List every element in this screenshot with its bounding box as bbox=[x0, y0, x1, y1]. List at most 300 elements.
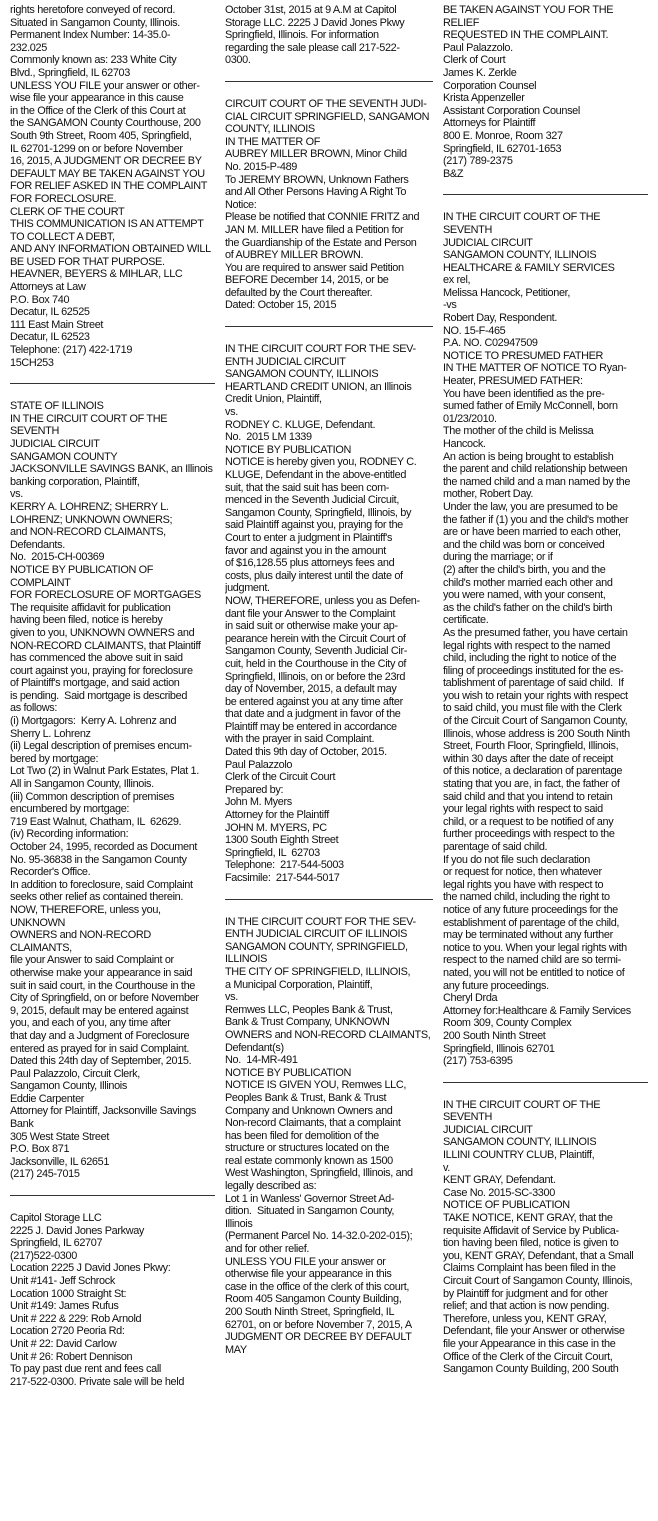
notice-line: (217) 789-2375 bbox=[443, 155, 513, 168]
notice-line: cuit, held in the Courthouse in the City of bbox=[225, 657, 407, 670]
notice-line: The mother of the child is Melissa bbox=[443, 425, 594, 438]
notice-line: JUDICIAL CIRCUIT bbox=[10, 438, 100, 450]
notice-line: Remwes LLC, Peoples Bank & Trust, bbox=[225, 1003, 393, 1016]
notice-line: and All Other Persons Having A Right To bbox=[225, 186, 407, 199]
notice-line: judgment. bbox=[225, 582, 270, 595]
notice-line: wise file your appearance in this cause bbox=[10, 92, 184, 105]
notice-line: bered by mortgage: bbox=[10, 752, 99, 765]
notice-line: You have been identified as the pre- bbox=[443, 387, 605, 400]
notice-line: the parent and child relationship between bbox=[443, 463, 628, 476]
notice-line: suit in said court, in the Courthouse in the bbox=[10, 979, 195, 992]
notice-line: HEAVNER, BEYERS & MIHLAR, LLC bbox=[10, 268, 183, 281]
notice-line: stating that you are, in fact, the father of bbox=[443, 778, 620, 791]
notice-line: of $16,128.55 plus attorneys fees and bbox=[225, 557, 395, 570]
notice-line: Capitol Storage LLC bbox=[10, 1212, 102, 1225]
notice-line: further proceedings with respect to the bbox=[443, 828, 615, 841]
notice-line: given to you, UNKNOWN OWNERS and bbox=[10, 626, 195, 639]
notice-line: If you do not file such declaration bbox=[443, 853, 590, 866]
notice-line: Defendant(s) bbox=[225, 1041, 284, 1054]
notice-line: are or have been married to each other, bbox=[443, 526, 621, 539]
notice-line: Location 2225 J David Jones Pkwy: bbox=[10, 1262, 171, 1275]
notice-line: NOTICE TO PRESUMED FATHER bbox=[443, 349, 604, 362]
notice-line: FOR FORECLOSURE OF MORTGAGES bbox=[10, 589, 201, 602]
notice-line: vs. bbox=[225, 991, 238, 1004]
notice-line: Therefore, unless you, KENT GRAY, bbox=[443, 1312, 607, 1325]
notice-line: rights heretofore conveyed of record. bbox=[10, 4, 176, 16]
notice-line: has been filed for demolition of the bbox=[225, 1129, 379, 1142]
notice-line: (217) 753-6395 bbox=[443, 1055, 513, 1068]
notice-line: NON-RECORD CLAIMANTS, that Plaintiff bbox=[10, 639, 201, 652]
notice-line: LOHRENZ; UNKNOWN OWNERS; bbox=[10, 513, 173, 526]
notice-line: No. 14-MR-491 bbox=[225, 1054, 298, 1067]
notice-line: is pending. Said mortgage is described bbox=[10, 689, 188, 702]
notice-line: JOHN M. MYERS, PC bbox=[225, 821, 327, 834]
notice-line: NOW, THEREFORE, unless you, UNKNOWN bbox=[10, 903, 164, 929]
notice-line: COUNTY, ILLINOIS bbox=[225, 123, 315, 136]
notice-line: Attorney for Plaintiff, Jacksonville Savings bbox=[10, 1105, 196, 1118]
notice-line: Dated this 24th day of September, 2015. bbox=[10, 1055, 192, 1068]
notice-line: South 9th Street, Room 405, Springfield, bbox=[10, 129, 192, 142]
notice-line: real estate commonly known as 1500 bbox=[225, 1154, 393, 1167]
notice-line: day of November, 2015, a default may bbox=[225, 683, 397, 696]
notice-line: having been filed, notice is hereby bbox=[10, 614, 163, 627]
notice-line: 111 East Main Street bbox=[10, 318, 104, 331]
notice-line: Attorney for:Healthcare & Family Services bbox=[443, 1004, 631, 1017]
notice-line: Illinois, whose address is 200 South Ninth bbox=[443, 727, 630, 740]
notice-line: You are required to answer said Petition bbox=[225, 261, 404, 274]
notice-line: CIRCUIT COURT OF THE SEVENTH JUDI- bbox=[225, 97, 427, 110]
notice-line: of the Circuit Court of Sangamon County, bbox=[443, 715, 628, 728]
notice-line: 16, 2015, A JUDGMENT OR DECREE BY bbox=[10, 155, 202, 168]
notice-line: by Plaintiff for judgment and for other bbox=[443, 1287, 608, 1300]
notice-line: Eddie Carpenter bbox=[10, 1092, 85, 1105]
notice-line: of AUBREY MILLER BROWN. bbox=[225, 249, 364, 262]
notice-line: ex rel, bbox=[443, 274, 471, 287]
notice-line: Decatur, IL 62525 bbox=[10, 306, 90, 319]
notice-line: NOTICE BY PUBLICATION bbox=[225, 443, 351, 456]
notice-line: in said suit or otherwise make your ap- bbox=[225, 620, 398, 633]
notice-line: Bank bbox=[10, 1118, 34, 1131]
notice-line: and NON-RECORD CLAIMANTS, bbox=[10, 526, 166, 539]
notice-line: Sangamon County, Illinois bbox=[10, 1080, 127, 1093]
notice-line: encumbered by mortgage: bbox=[10, 803, 130, 816]
notice-line: 15CH253 bbox=[10, 356, 54, 369]
notice-line: Blvd., Springfield, IL 62703 bbox=[10, 66, 130, 79]
legal-notice bbox=[225, 916, 433, 1357]
notice-line: (i) Mortgagors: Kerry A. Lohrenz and bbox=[10, 715, 177, 728]
notice-line: any future proceedings. bbox=[443, 979, 549, 992]
legal-notice bbox=[443, 4, 648, 180]
notice-line: case in the office of the clerk of this court, bbox=[225, 1280, 410, 1293]
notice-line: Lot Two (2) in Walnut Park Estates, Plat 1. bbox=[10, 765, 199, 778]
notice-line: Under the law, you are presumed to be bbox=[443, 500, 618, 513]
notice-divider bbox=[225, 81, 433, 82]
notice-line: Sherry L. Lohrenz bbox=[10, 727, 91, 740]
notice-line: tion having been filed, notice is given to bbox=[443, 1237, 619, 1250]
notice-line: Permanent Index Number: 14-35.0- bbox=[10, 29, 171, 42]
notice-line: IN THE CIRCUIT COURT FOR THE SEV- bbox=[225, 343, 416, 356]
notice-line: 232.025 bbox=[10, 41, 47, 54]
notice-line: CIAL CIRCUIT SPRINGFIELD, SANGAMON bbox=[225, 110, 430, 123]
notice-line: Unit # 222 & 229: Rob Arnold bbox=[10, 1312, 142, 1325]
notice-line: P.A. NO. C02947509 bbox=[443, 337, 538, 350]
notice-line: filing of proceedings instituted for the es- bbox=[443, 664, 624, 677]
notice-line: to said child, you must file with the Clerk bbox=[443, 702, 622, 715]
notice-line: The requisite affidavit for publication bbox=[10, 601, 171, 614]
notice-line: BEFORE December 14, 2015, or be bbox=[225, 274, 389, 287]
notice-line: No. 2015-P-489 bbox=[225, 160, 297, 173]
notice-line: Springfield, IL 62707 bbox=[10, 1237, 103, 1250]
notice-line: IN THE CIRCUIT COURT OF THE SEVENTH bbox=[443, 211, 603, 236]
notice-line: (iii) Common description of premises bbox=[10, 790, 175, 803]
notice-line: sumed father of Emily McConnell, born bbox=[443, 400, 618, 413]
notice-line: otherwise file your appearance in this bbox=[225, 1268, 392, 1281]
notice-line: Plaintiff may be entered in accordance bbox=[225, 720, 397, 733]
notice-line: a Municipal Corporation, Plaintiff, bbox=[225, 978, 373, 991]
notice-line: 719 East Walnut, Chatham, IL 62629. bbox=[10, 815, 182, 828]
notice-line: parentage of said child. bbox=[443, 841, 548, 853]
notice-line: respect to the named child are so termi- bbox=[443, 954, 621, 967]
notice-line: ENTH JUDICIAL CIRCUIT bbox=[225, 355, 346, 368]
column-1 bbox=[10, 4, 215, 1521]
notice-line: banking corporation, Plaintiff, bbox=[10, 475, 140, 488]
notice-line: P.O. Box 740 bbox=[10, 293, 70, 306]
notice-line: Decatur, IL 62523 bbox=[10, 331, 90, 344]
notice-line: as follows: bbox=[10, 702, 57, 715]
notice-line: be entered against you at any time after bbox=[225, 695, 403, 708]
notice-line: that day and a Judgment of Foreclosure bbox=[10, 1029, 190, 1042]
notice-line: 0300. bbox=[225, 54, 251, 67]
notice-line: No. 2015-CH-00369 bbox=[10, 551, 105, 564]
notice-line: STATE OF ILLINOIS bbox=[10, 400, 104, 413]
notice-line: 200 South Ninth Street bbox=[443, 1029, 546, 1042]
notice-line: 2225 J. David Jones Parkway bbox=[10, 1224, 145, 1237]
notice-line: Springfield, Illinois. For information bbox=[225, 29, 379, 42]
notice-line: 800 E. Monroe, Room 327 bbox=[443, 129, 563, 142]
legal-notice bbox=[225, 98, 433, 312]
notice-line: 217-522-0300. Private sale will be held bbox=[10, 1375, 185, 1388]
notice-line: IN THE MATTER OF bbox=[225, 135, 321, 148]
notice-line: the Guardianship of the Estate and Person bbox=[225, 236, 417, 249]
notice-line: OWNERS and NON-RECORD CLAIMANTS, bbox=[225, 1028, 431, 1041]
notice-line: Dated: October 15, 2015 bbox=[225, 299, 337, 312]
notice-line: requisite Affidavit of Service by Publica- bbox=[443, 1224, 619, 1237]
notice-line: Dated this 9th day of October, 2015. bbox=[225, 746, 387, 759]
notice-line: Prepared by: bbox=[225, 783, 284, 796]
notice-line: favor and against you in the amount bbox=[225, 544, 386, 557]
notice-line: SANGAMON COUNTY, SPRINGFIELD, bbox=[225, 940, 408, 953]
notice-line: To pay past due rent and fees call bbox=[10, 1363, 161, 1376]
notice-line: Jacksonville, IL 62651 bbox=[10, 1155, 110, 1168]
notice-line: Peoples Bank & Trust, Bank & Trust bbox=[225, 1091, 387, 1104]
legal-notice bbox=[225, 343, 433, 885]
notice-line: Circuit Court of Sangamon County, Illinois, bbox=[443, 1275, 633, 1287]
notice-line: No. 95-36838 in the Sangamon County bbox=[10, 853, 187, 866]
notice-line: TO COLLECT A DEBT, bbox=[10, 230, 115, 243]
notice-line: the named child and a man named by the bbox=[443, 475, 631, 488]
notice-line: No. 2015 LM 1339 bbox=[225, 431, 312, 444]
notice-line: notice to you. When your legal rights with bbox=[443, 941, 627, 954]
notice-line: NOTICE OF PUBLICATION bbox=[443, 1199, 570, 1212]
notice-line: costs, plus daily interest until the date of bbox=[225, 569, 403, 582]
notice-line: tablishment of parentage of said child. If bbox=[443, 677, 624, 690]
notice-line: dant file your Answer to the Complaint bbox=[225, 607, 396, 620]
notice-line: said Plaintiff against you, praying for the bbox=[225, 519, 403, 532]
notice-line: SANGAMON COUNTY, ILLINOIS bbox=[443, 1136, 597, 1149]
notice-line: with the prayer in said Complaint. bbox=[225, 733, 375, 746]
notice-divider bbox=[225, 326, 433, 327]
notice-line: legally described as: bbox=[225, 1180, 317, 1193]
notice-line: notice of any future proceedings for the bbox=[443, 903, 618, 916]
notice-divider bbox=[443, 1082, 648, 1083]
notice-line: Heater, PRESUMED FATHER: bbox=[443, 375, 583, 388]
notice-line: Defendants. bbox=[10, 538, 65, 551]
notice-line: P.O. Box 871 bbox=[10, 1143, 70, 1156]
notice-line: entered as prayed for in said Complaint. bbox=[10, 1042, 190, 1055]
notice-line: ILLINOIS bbox=[225, 953, 267, 966]
notice-line: relief; and that action is now pending. bbox=[443, 1300, 610, 1313]
notice-line: Corporation Counsel bbox=[443, 79, 537, 92]
notice-line: during the marriage; or if bbox=[443, 551, 553, 564]
legal-notice bbox=[10, 4, 215, 369]
notice-line: 01/23/2010. bbox=[443, 412, 497, 425]
notice-line: UNLESS YOU FILE your answer or other- bbox=[10, 79, 200, 92]
notice-line: and the child was born or conceived bbox=[443, 538, 605, 551]
notice-line: SANGAMON COUNTY, ILLINOIS bbox=[443, 249, 597, 262]
notice-line: As the presumed father, you have certain bbox=[443, 626, 628, 639]
notice-line: pearance herein with the Circuit Court of bbox=[225, 632, 406, 645]
notice-line: KERRY A. LOHRENZ; SHERRY L. bbox=[10, 500, 169, 513]
notice-line: ILLINI COUNTRY CLUB, Plaintiff, bbox=[443, 1149, 595, 1162]
notice-line: file your Answer to said Complaint or bbox=[10, 954, 174, 967]
notice-line: HEALTHCARE & FAMILY SERVICES bbox=[443, 261, 615, 274]
notice-line: otherwise make your appearance in said bbox=[10, 966, 193, 979]
notice-line: B&Z bbox=[443, 167, 464, 180]
notice-line: City of Springfield, on or before November bbox=[10, 992, 199, 1005]
notice-line: Street, Fourth Floor, Springfield, Illinois, bbox=[443, 740, 619, 753]
notice-line: In addition to foreclosure, said Complaint bbox=[10, 878, 193, 891]
notice-line: Clerk of the Circuit Court bbox=[225, 771, 336, 784]
notice-line: file your Appearance in this case in the bbox=[443, 1337, 616, 1350]
notice-line: dition. Situated in Sangamon County, bbox=[225, 1205, 395, 1218]
notice-line: defaulted by the Court thereafter. bbox=[225, 286, 373, 299]
column-3 bbox=[443, 4, 648, 1521]
notice-line: IN THE CIRCUIT COURT OF THE SEVENTH bbox=[443, 1098, 603, 1124]
notice-line: 9, 2015, default may be entered against bbox=[10, 1004, 189, 1017]
notice-line: JACKSONVILLE SAVINGS BANK, an Illinois bbox=[10, 463, 213, 476]
notice-line: (217)522-0300 bbox=[10, 1249, 77, 1262]
notice-line: Springfield, IL 62703 bbox=[225, 846, 320, 859]
notice-line: 62701, on or before November 7, 2015, A bbox=[225, 1318, 412, 1331]
notice-line: BE TAKEN AGAINST YOU FOR THE RELIEF bbox=[443, 4, 616, 29]
notice-line: menced in the Seventh Judicial Circuit, bbox=[225, 494, 400, 507]
notice-line: NOTICE is hereby given you, RODNEY C. bbox=[225, 456, 417, 469]
notice-line: FOR RELIEF ASKED IN THE COMPLAINT bbox=[10, 180, 208, 193]
notice-line: (ii) Legal description of premises encum- bbox=[10, 740, 192, 753]
notice-line: mother, Robert Day. bbox=[443, 488, 533, 501]
notice-line: v. bbox=[443, 1161, 450, 1174]
notice-line: establishment of parentage of the child, bbox=[443, 916, 620, 929]
notice-line: of this notice, a declaration of parentage bbox=[443, 765, 623, 778]
notice-line: Unit #141- Jeff Schrock bbox=[10, 1275, 115, 1287]
notice-line: Court to enter a judgment in Plaintiff's bbox=[225, 531, 393, 544]
notice-line: Please be notified that CONNIE FRITZ and bbox=[225, 211, 420, 224]
notice-line: Attorneys for Plaintiff bbox=[443, 117, 536, 130]
notice-line: SANGAMON COUNTY bbox=[10, 450, 118, 463]
notice-line: Sangamon County, Springfield, Illinois, by bbox=[225, 506, 412, 519]
notice-line: may be terminated without any further bbox=[443, 929, 613, 942]
notice-line: JAN M. MILLER have filed a Petition for bbox=[225, 223, 404, 236]
notice-line: OWNERS and NON-RECORD CLAIMANTS, bbox=[10, 929, 154, 954]
notice-line: IN THE MATTER OF NOTICE TO Ryan- bbox=[443, 362, 627, 375]
notice-line: ENTH JUDICIAL CIRCUIT OF ILLINOIS bbox=[225, 928, 408, 941]
notice-line: Attorneys at Law bbox=[10, 281, 86, 294]
notice-line: All in Sangamon County, Illinois. bbox=[10, 778, 154, 791]
notice-line: you were named, with your consent, bbox=[443, 589, 606, 602]
notice-line: Recorder's Office. bbox=[10, 866, 91, 879]
notice-line: Telephone: (217) 422-1719 bbox=[10, 344, 133, 357]
notice-line: Assistant Corporation Counsel bbox=[443, 104, 580, 117]
notice-line: IL 62701-1299 on or before November bbox=[10, 142, 183, 155]
notice-line: Paul Palazzolo bbox=[225, 758, 293, 771]
notice-line: nated, you will not be entitled to notice of bbox=[443, 966, 625, 979]
notice-line: DEFAULT MAY BE TAKEN AGAINST YOU bbox=[10, 167, 205, 180]
notice-line: Facsimile: 217-544-5017 bbox=[225, 872, 340, 884]
notice-line: as the child's father on the child's birth bbox=[443, 601, 613, 614]
notice-line: An action is being brought to establish bbox=[443, 450, 614, 463]
notice-line: Springfield, IL 62701-1653 bbox=[443, 142, 562, 155]
notice-line: Notice: bbox=[225, 198, 257, 211]
notice-line: legal rights with respect to the named bbox=[443, 639, 611, 652]
notice-line: Case No. 2015-SC-3300 bbox=[443, 1186, 555, 1199]
notice-line: KENT GRAY, Defendant. bbox=[443, 1174, 556, 1187]
notice-line: October 24, 1995, recorded as Document bbox=[10, 841, 198, 853]
notice-line: Defendant, file your Answer or otherwise bbox=[443, 1325, 625, 1338]
notice-line: structure or structures located on the bbox=[225, 1142, 390, 1155]
legal-notice bbox=[10, 400, 215, 1181]
notice-line: Sangamon County Building, 200 South bbox=[443, 1363, 619, 1376]
notice-line: FOR FORECLOSURE. bbox=[10, 192, 117, 205]
notice-line: NOTICE IS GIVEN YOU, Remwes LLC, bbox=[225, 1079, 407, 1092]
notice-line: (217) 245-7015 bbox=[10, 1168, 80, 1181]
notice-line: Melissa Hancock, Petitioner, bbox=[443, 286, 570, 299]
notice-line: HEARTLAND CREDIT UNION, an Illinois bbox=[225, 380, 412, 393]
notice-line: NOW, THEREFORE, unless you as Defen- bbox=[225, 594, 420, 607]
notice-line: Springfield, Illinois, on or before the 23rd bbox=[225, 670, 406, 683]
notice-line: Location 1000 Straight St: bbox=[10, 1287, 127, 1300]
notice-line: legal rights you have with respect to bbox=[443, 878, 604, 891]
notice-line: vs. bbox=[225, 406, 238, 419]
notice-line: Unit # 26: Robert Dennison bbox=[10, 1350, 133, 1363]
notice-divider bbox=[10, 383, 215, 384]
notice-line: Cheryl Drda bbox=[443, 992, 498, 1005]
notice-line: Claims Complaint has been filed in the bbox=[443, 1262, 616, 1275]
notice-line: that date and a judgment in favor of the bbox=[225, 708, 401, 721]
notice-line: you wish to retain your rights with respect bbox=[443, 689, 628, 702]
notice-line: said child and that you intend to retain bbox=[443, 790, 613, 803]
notice-line: Robert Day, Respondent. bbox=[443, 312, 558, 325]
notice-line: regarding the sale please call 217-522- bbox=[225, 41, 400, 54]
notice-line: has commenced the above suit in said bbox=[10, 652, 183, 665]
notice-line: the SANGAMON County Courthouse, 200 bbox=[10, 117, 201, 130]
notice-line: Commonly known as: 233 White City bbox=[10, 54, 177, 67]
notice-line: To JEREMY BROWN, Unknown Fathers bbox=[225, 173, 409, 186]
notice-line: Credit Union, Plaintiff, bbox=[225, 393, 322, 406]
notice-line: JUDICIAL CIRCUIT bbox=[443, 236, 533, 249]
notice-line: Room 309, County Complex bbox=[443, 1017, 572, 1030]
notice-divider bbox=[10, 1195, 215, 1196]
notice-line: KLUGE, Defendant in the above-entitled bbox=[225, 469, 407, 481]
notice-divider bbox=[443, 194, 648, 195]
notice-line: Non-record Claimants, that a complaint bbox=[225, 1117, 401, 1130]
notice-line: Company and Unknown Owners and bbox=[225, 1104, 393, 1117]
notice-line: the father if (1) you and the child's mother bbox=[443, 513, 629, 526]
legal-notice bbox=[225, 4, 433, 67]
notice-line: IN THE CIRCUIT COURT FOR THE SEV- bbox=[225, 915, 416, 928]
notice-line: JUDGMENT OR DECREE BY DEFAULT MAY bbox=[225, 1331, 415, 1356]
notice-line: AUBREY MILLER BROWN, Minor Child bbox=[225, 148, 407, 161]
notice-line: UNLESS YOU FILE your answer or bbox=[225, 1255, 386, 1268]
notice-line: 305 West State Street bbox=[10, 1130, 109, 1143]
notice-line: in the Office of the Clerk of this Court at bbox=[10, 104, 186, 117]
column-2 bbox=[225, 4, 433, 1521]
notice-line: Lot 1 in Wanless' Governor Street Ad- bbox=[225, 1192, 395, 1205]
notice-line: Location 2720 Peoria Rd: bbox=[10, 1325, 125, 1338]
notice-line: and for other relief. bbox=[225, 1243, 310, 1256]
notice-line: IN THE CIRCUIT COURT OF THE SEVENTH bbox=[10, 412, 170, 438]
notice-line: (2) after the child's birth, you and the bbox=[443, 563, 606, 576]
notice-line: AND ANY INFORMATION OBTAINED WILL bbox=[10, 243, 211, 256]
notice-line: within 30 days after the date of receipt bbox=[443, 752, 614, 765]
notice-line: Room 405 Sangamon County Building, bbox=[225, 1293, 402, 1306]
notice-line: SANGAMON COUNTY, ILLINOIS bbox=[225, 368, 379, 381]
notice-line: Hancock. bbox=[443, 438, 486, 450]
notice-line: Springfield, Illinois 62701 bbox=[443, 1042, 555, 1055]
notice-line: -vs bbox=[443, 299, 457, 312]
legal-notice bbox=[443, 1099, 648, 1376]
notice-line: John M. Myers bbox=[225, 796, 292, 809]
notice-line: CLERK OF THE COURT bbox=[10, 205, 125, 218]
notice-line: NOTICE BY PUBLICATION bbox=[225, 1066, 351, 1079]
notice-line: RODNEY C. KLUGE, Defendant. bbox=[225, 418, 376, 431]
notice-line: Paul Palazzolo, Circuit Clerk, bbox=[10, 1067, 140, 1080]
notice-line: Clerk of Court bbox=[443, 54, 506, 67]
notice-line: suit, that the said suit has been com- bbox=[225, 481, 390, 494]
notice-line: of Plaintiff's mortgage, and said action bbox=[10, 677, 180, 690]
notice-line: Storage LLC. 2225 J David Jones Pkwy bbox=[225, 16, 405, 29]
notice-line: (iv) Recording information: bbox=[10, 828, 129, 841]
notice-line: seeks other relief as contained therein. bbox=[10, 891, 184, 904]
notice-line: Office of the Clerk of the Circuit Court, bbox=[443, 1350, 613, 1363]
notice-line: Krista Appenzeller bbox=[443, 92, 525, 105]
notice-line: Telephone: 217-544-5003 bbox=[225, 859, 344, 872]
notice-line: Bank & Trust Company, UNKNOWN bbox=[225, 1016, 390, 1029]
notice-line: court against you, praying for foreclosure bbox=[10, 664, 193, 677]
notice-line: Illinois bbox=[225, 1217, 253, 1230]
notice-line: Unit # 22: David Carlow bbox=[10, 1337, 117, 1350]
notice-line: child, including the right to notice of the bbox=[443, 652, 617, 665]
notice-line: TAKE NOTICE, KENT GRAY, that the bbox=[443, 1212, 613, 1225]
notice-line: Unit #149: James Rufus bbox=[10, 1300, 119, 1313]
notice-line: you, KENT GRAY, Defendant, that a Small bbox=[443, 1249, 634, 1262]
legal-notice bbox=[443, 211, 648, 1067]
notice-line: West Washington, Springfield, Illinois, and bbox=[225, 1167, 413, 1180]
notice-line: (Permanent Parcel No. 14-32.0-202-015); bbox=[225, 1230, 413, 1243]
notice-line: child's mother married each other and bbox=[443, 576, 613, 589]
notice-line: THE CITY OF SPRINGFIELD, ILLINOIS, bbox=[225, 965, 411, 978]
notice-line: or request for notice, then whatever bbox=[443, 866, 602, 879]
notice-line: Paul Palazzolo. bbox=[443, 41, 513, 54]
